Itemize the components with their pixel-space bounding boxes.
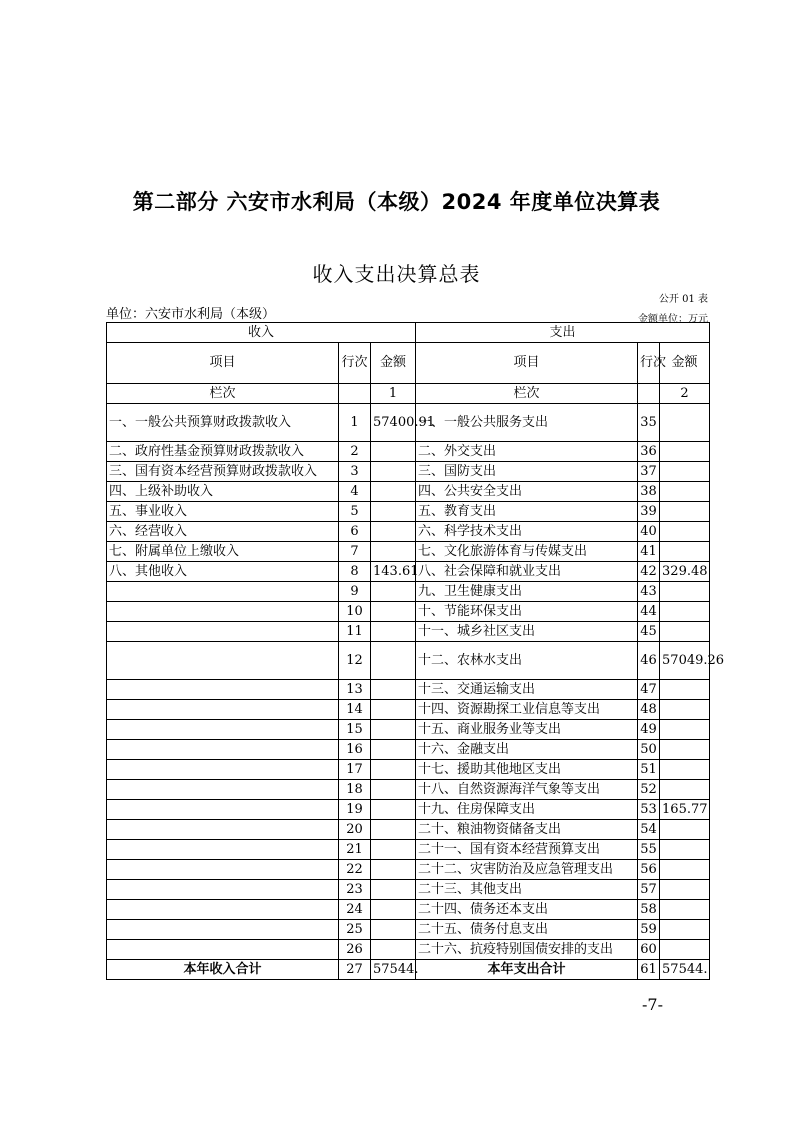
page-title: 第二部分 六安市水利局（本级）2024 年度单位决算表: [132, 190, 661, 214]
table-row: [107, 442, 710, 462]
expense-line-cell: 37: [638, 462, 660, 482]
expense-amount-cell: [660, 720, 710, 740]
income-item-cell: 四、上级补助收入: [107, 482, 339, 502]
expense-item-cell: 十、节能环保支出: [416, 602, 638, 622]
income-item-cell: [107, 720, 339, 740]
expense-column-label: 栏次: [416, 384, 638, 404]
expense-line-cell: 59: [638, 920, 660, 940]
income-line-cell: 22: [339, 860, 371, 880]
income-line-cell: 11: [339, 622, 371, 642]
expense-item-cell: 二十三、其他支出: [416, 880, 638, 900]
expense-amount-cell: [660, 820, 710, 840]
income-item-cell: [107, 680, 339, 700]
expense-item-cell: 十五、商业服务业等支出: [416, 720, 638, 740]
income-line-cell: 7: [339, 542, 371, 562]
income-amount-cell: [371, 840, 416, 860]
expense-line-cell: 60: [638, 940, 660, 960]
table-row: [107, 900, 710, 920]
income-amount-cell: [371, 880, 416, 900]
expense-amount-cell: [660, 602, 710, 622]
expense-amount-cell: [660, 760, 710, 780]
income-item-cell: [107, 820, 339, 840]
income-line-cell: 15: [339, 720, 371, 740]
table-row: [107, 940, 710, 960]
expense-item-cell: 二十五、债务付息支出: [416, 920, 638, 940]
income-amount-cell: [371, 462, 416, 482]
income-line-cell: 21: [339, 840, 371, 860]
income-item-cell: [107, 780, 339, 800]
expense-line-cell: 48: [638, 700, 660, 720]
income-line-cell: 8: [339, 562, 371, 582]
table-row: [107, 800, 710, 820]
income-line-cell: 25: [339, 920, 371, 940]
income-total-line: 27: [339, 960, 371, 980]
income-section-header: 收入: [107, 323, 416, 343]
income-line-cell: 24: [339, 900, 371, 920]
table-row: [107, 760, 710, 780]
table-row: [107, 482, 710, 502]
table-row: [107, 582, 710, 602]
expense-item-cell: 二、外交支出: [416, 442, 638, 462]
income-line-cell: 6: [339, 522, 371, 542]
table-row: [107, 622, 710, 642]
expense-amount-cell: [660, 920, 710, 940]
expense-line-cell: 44: [638, 602, 660, 622]
expense-item-cell: 五、教育支出: [416, 502, 638, 522]
income-line-cell: 26: [339, 940, 371, 960]
income-line-cell: 18: [339, 780, 371, 800]
income-amount-cell: [371, 780, 416, 800]
table-row: [107, 542, 710, 562]
expense-item-cell: 九、卫生健康支出: [416, 582, 638, 602]
income-line-cell: 12: [339, 642, 371, 680]
expense-line-cell: 47: [638, 680, 660, 700]
expense-amount-cell: [660, 622, 710, 642]
income-item-cell: 二、政府性基金预算财政拨款收入: [107, 442, 339, 462]
expense-line-cell: 50: [638, 740, 660, 760]
income-line-cell: 19: [339, 800, 371, 820]
table-row: [107, 780, 710, 800]
expense-amount-cell: [660, 462, 710, 482]
income-item-cell: [107, 760, 339, 780]
expense-item-cell: 十三、交通运输支出: [416, 680, 638, 700]
income-line-cell: 10: [339, 602, 371, 622]
expense-amount-cell: [660, 840, 710, 860]
income-amount-cell: [371, 482, 416, 502]
expense-amount-cell: [660, 582, 710, 602]
expense-item-cell: 七、文化旅游体育与传媒支出: [416, 542, 638, 562]
income-amount-cell: [371, 642, 416, 680]
income-amount-cell: [371, 820, 416, 840]
income-amount-cell: [371, 582, 416, 602]
income-amount-cell: [371, 760, 416, 780]
expense-line-cell: 52: [638, 780, 660, 800]
income-line-header: 行次: [339, 343, 371, 384]
expense-item-cell: 十四、资源勘探工业信息等支出: [416, 700, 638, 720]
income-line-cell: 9: [339, 582, 371, 602]
expense-item-cell: 二十、粮油物资储备支出: [416, 820, 638, 840]
income-amount-cell: 57400.91: [371, 404, 416, 442]
income-line-cell: 1: [339, 404, 371, 442]
expense-item-cell: 八、社会保障和就业支出: [416, 562, 638, 582]
expense-line-cell: 46: [638, 642, 660, 680]
empty-cell: [638, 384, 660, 404]
income-line-cell: 14: [339, 700, 371, 720]
income-amount-cell: [371, 700, 416, 720]
table-row: [107, 720, 710, 740]
expense-item-cell: 十九、住房保障支出: [416, 800, 638, 820]
income-line-cell: 2: [339, 442, 371, 462]
expense-amount-cell: 165.77: [660, 800, 710, 820]
table-row: [107, 502, 710, 522]
expense-line-cell: 40: [638, 522, 660, 542]
expense-amount-cell: [660, 404, 710, 442]
income-line-cell: 13: [339, 680, 371, 700]
income-amount-cell: [371, 860, 416, 880]
table-row: [107, 820, 710, 840]
expense-column-number: 2: [660, 384, 710, 404]
expense-item-cell: 十二、农林水支出: [416, 642, 638, 680]
income-item-cell: [107, 900, 339, 920]
expense-item-cell: 一、一般公共服务支出: [416, 404, 638, 442]
income-item-cell: [107, 840, 339, 860]
table-row: [107, 404, 710, 442]
form-number: 公开 01 表: [658, 294, 708, 305]
expense-item-cell: 十七、援助其他地区支出: [416, 760, 638, 780]
expense-line-header: 行次: [638, 343, 660, 384]
income-amount-cell: [371, 622, 416, 642]
expense-amount-cell: [660, 680, 710, 700]
income-item-cell: [107, 920, 339, 940]
expense-line-cell: 49: [638, 720, 660, 740]
income-amount-cell: [371, 542, 416, 562]
income-amount-cell: [371, 800, 416, 820]
expense-line-cell: 36: [638, 442, 660, 462]
income-item-cell: [107, 602, 339, 622]
income-amount-cell: [371, 920, 416, 940]
expense-amount-cell: 329.48: [660, 562, 710, 582]
income-item-cell: [107, 860, 339, 880]
expense-item-cell: 二十一、国有资本经营预算支出: [416, 840, 638, 860]
income-amount-cell: [371, 602, 416, 622]
expense-line-cell: 57: [638, 880, 660, 900]
income-amount-cell: [371, 522, 416, 542]
expense-amount-cell: [660, 482, 710, 502]
income-expense-table: [106, 322, 725, 980]
expense-amount-cell: [660, 542, 710, 562]
income-item-cell: [107, 642, 339, 680]
expense-amount-header: 金额: [660, 343, 710, 384]
expense-amount-cell: [660, 740, 710, 760]
income-item-cell: [107, 880, 339, 900]
expense-line-cell: 38: [638, 482, 660, 502]
expense-amount-cell: [660, 522, 710, 542]
income-line-cell: 17: [339, 760, 371, 780]
income-total-amount: 57544.: [371, 960, 416, 980]
income-item-cell: 八、其他收入: [107, 562, 339, 582]
expense-item-cell: 十六、金融支出: [416, 740, 638, 760]
table-row: [107, 920, 710, 940]
expense-amount-cell: [660, 780, 710, 800]
expense-line-cell: 45: [638, 622, 660, 642]
expense-line-cell: 56: [638, 860, 660, 880]
unit-label: 单位：六安市水利局（本级）: [106, 307, 276, 322]
expense-item-cell: 二十四、债务还本支出: [416, 900, 638, 920]
table-row: [107, 700, 710, 720]
table-row: [107, 840, 710, 860]
column-header-row: [107, 343, 710, 384]
income-amount-cell: [371, 900, 416, 920]
table-row: [107, 740, 710, 760]
table-row: [107, 562, 710, 582]
section-header-row: [107, 323, 710, 343]
table-row: [107, 880, 710, 900]
income-line-cell: 16: [339, 740, 371, 760]
income-amount-cell: [371, 740, 416, 760]
expense-amount-cell: [660, 880, 710, 900]
income-item-cell: [107, 582, 339, 602]
expense-item-header: 项目: [416, 343, 638, 384]
table-row: [107, 860, 710, 880]
income-item-cell: [107, 700, 339, 720]
income-item-cell: [107, 800, 339, 820]
expense-line-cell: 39: [638, 502, 660, 522]
expense-amount-cell: [660, 940, 710, 960]
table-row: [107, 522, 710, 542]
expense-item-cell: 二十二、灾害防治及应急管理支出: [416, 860, 638, 880]
table-row: [107, 462, 710, 482]
income-line-cell: 23: [339, 880, 371, 900]
expense-item-cell: 十八、自然资源海洋气象等支出: [416, 780, 638, 800]
expense-line-cell: 58: [638, 900, 660, 920]
income-amount-cell: 143.61: [371, 562, 416, 582]
expense-section-header: 支出: [416, 323, 710, 343]
income-item-cell: 六、经营收入: [107, 522, 339, 542]
expense-amount-cell: [660, 502, 710, 522]
income-line-cell: 4: [339, 482, 371, 502]
income-column-number: 1: [371, 384, 416, 404]
expense-amount-cell: [660, 700, 710, 720]
income-item-cell: [107, 740, 339, 760]
expense-amount-cell: [660, 900, 710, 920]
income-item-header: 项目: [107, 343, 339, 384]
expense-amount-cell: [660, 860, 710, 880]
expense-line-cell: 55: [638, 840, 660, 860]
income-column-label: 栏次: [107, 384, 339, 404]
expense-line-cell: 53: [638, 800, 660, 820]
expense-line-cell: 35: [638, 404, 660, 442]
expense-total-line: 61: [638, 960, 660, 980]
income-item-cell: [107, 940, 339, 960]
table-row: [107, 642, 710, 680]
income-item-cell: 七、附属单位上缴收入: [107, 542, 339, 562]
income-amount-cell: [371, 442, 416, 462]
table-title: 收入支出决算总表: [312, 262, 481, 286]
income-line-cell: 20: [339, 820, 371, 840]
income-item-cell: 一、一般公共预算财政拨款收入: [107, 404, 339, 442]
expense-total-label: 本年支出合计: [416, 960, 638, 980]
totals-row: [107, 960, 710, 980]
expense-line-cell: 43: [638, 582, 660, 602]
expense-line-cell: 54: [638, 820, 660, 840]
income-line-cell: 3: [339, 462, 371, 482]
table-row: [107, 602, 710, 622]
expense-item-cell: 十一、城乡社区支出: [416, 622, 638, 642]
expense-item-cell: 四、公共安全支出: [416, 482, 638, 502]
empty-cell: [339, 384, 371, 404]
page-number: -7-: [642, 995, 663, 1014]
income-amount-cell: [371, 720, 416, 740]
expense-line-cell: 51: [638, 760, 660, 780]
expense-item-cell: 二十六、抗疫特别国债安排的支出: [416, 940, 638, 960]
income-amount-cell: [371, 940, 416, 960]
income-amount-cell: [371, 502, 416, 522]
income-line-cell: 5: [339, 502, 371, 522]
income-item-cell: [107, 622, 339, 642]
expense-line-cell: 42: [638, 562, 660, 582]
column-number-row: [107, 384, 710, 404]
expense-amount-cell: [660, 442, 710, 462]
income-total-label: 本年收入合计: [107, 960, 339, 980]
expense-item-cell: 三、国防支出: [416, 462, 638, 482]
amount-unit-label: 金额单位：万元: [638, 314, 708, 325]
expense-item-cell: 六、科学技术支出: [416, 522, 638, 542]
income-item-cell: 三、国有资本经营预算财政拨款收入: [107, 462, 339, 482]
expense-total-amount: 57544.: [660, 960, 710, 980]
expense-amount-cell: 57049.26: [660, 642, 710, 680]
expense-line-cell: 41: [638, 542, 660, 562]
income-item-cell: 五、事业收入: [107, 502, 339, 522]
table-row: [107, 680, 710, 700]
income-amount-cell: [371, 680, 416, 700]
income-amount-header: 金额: [371, 343, 416, 384]
